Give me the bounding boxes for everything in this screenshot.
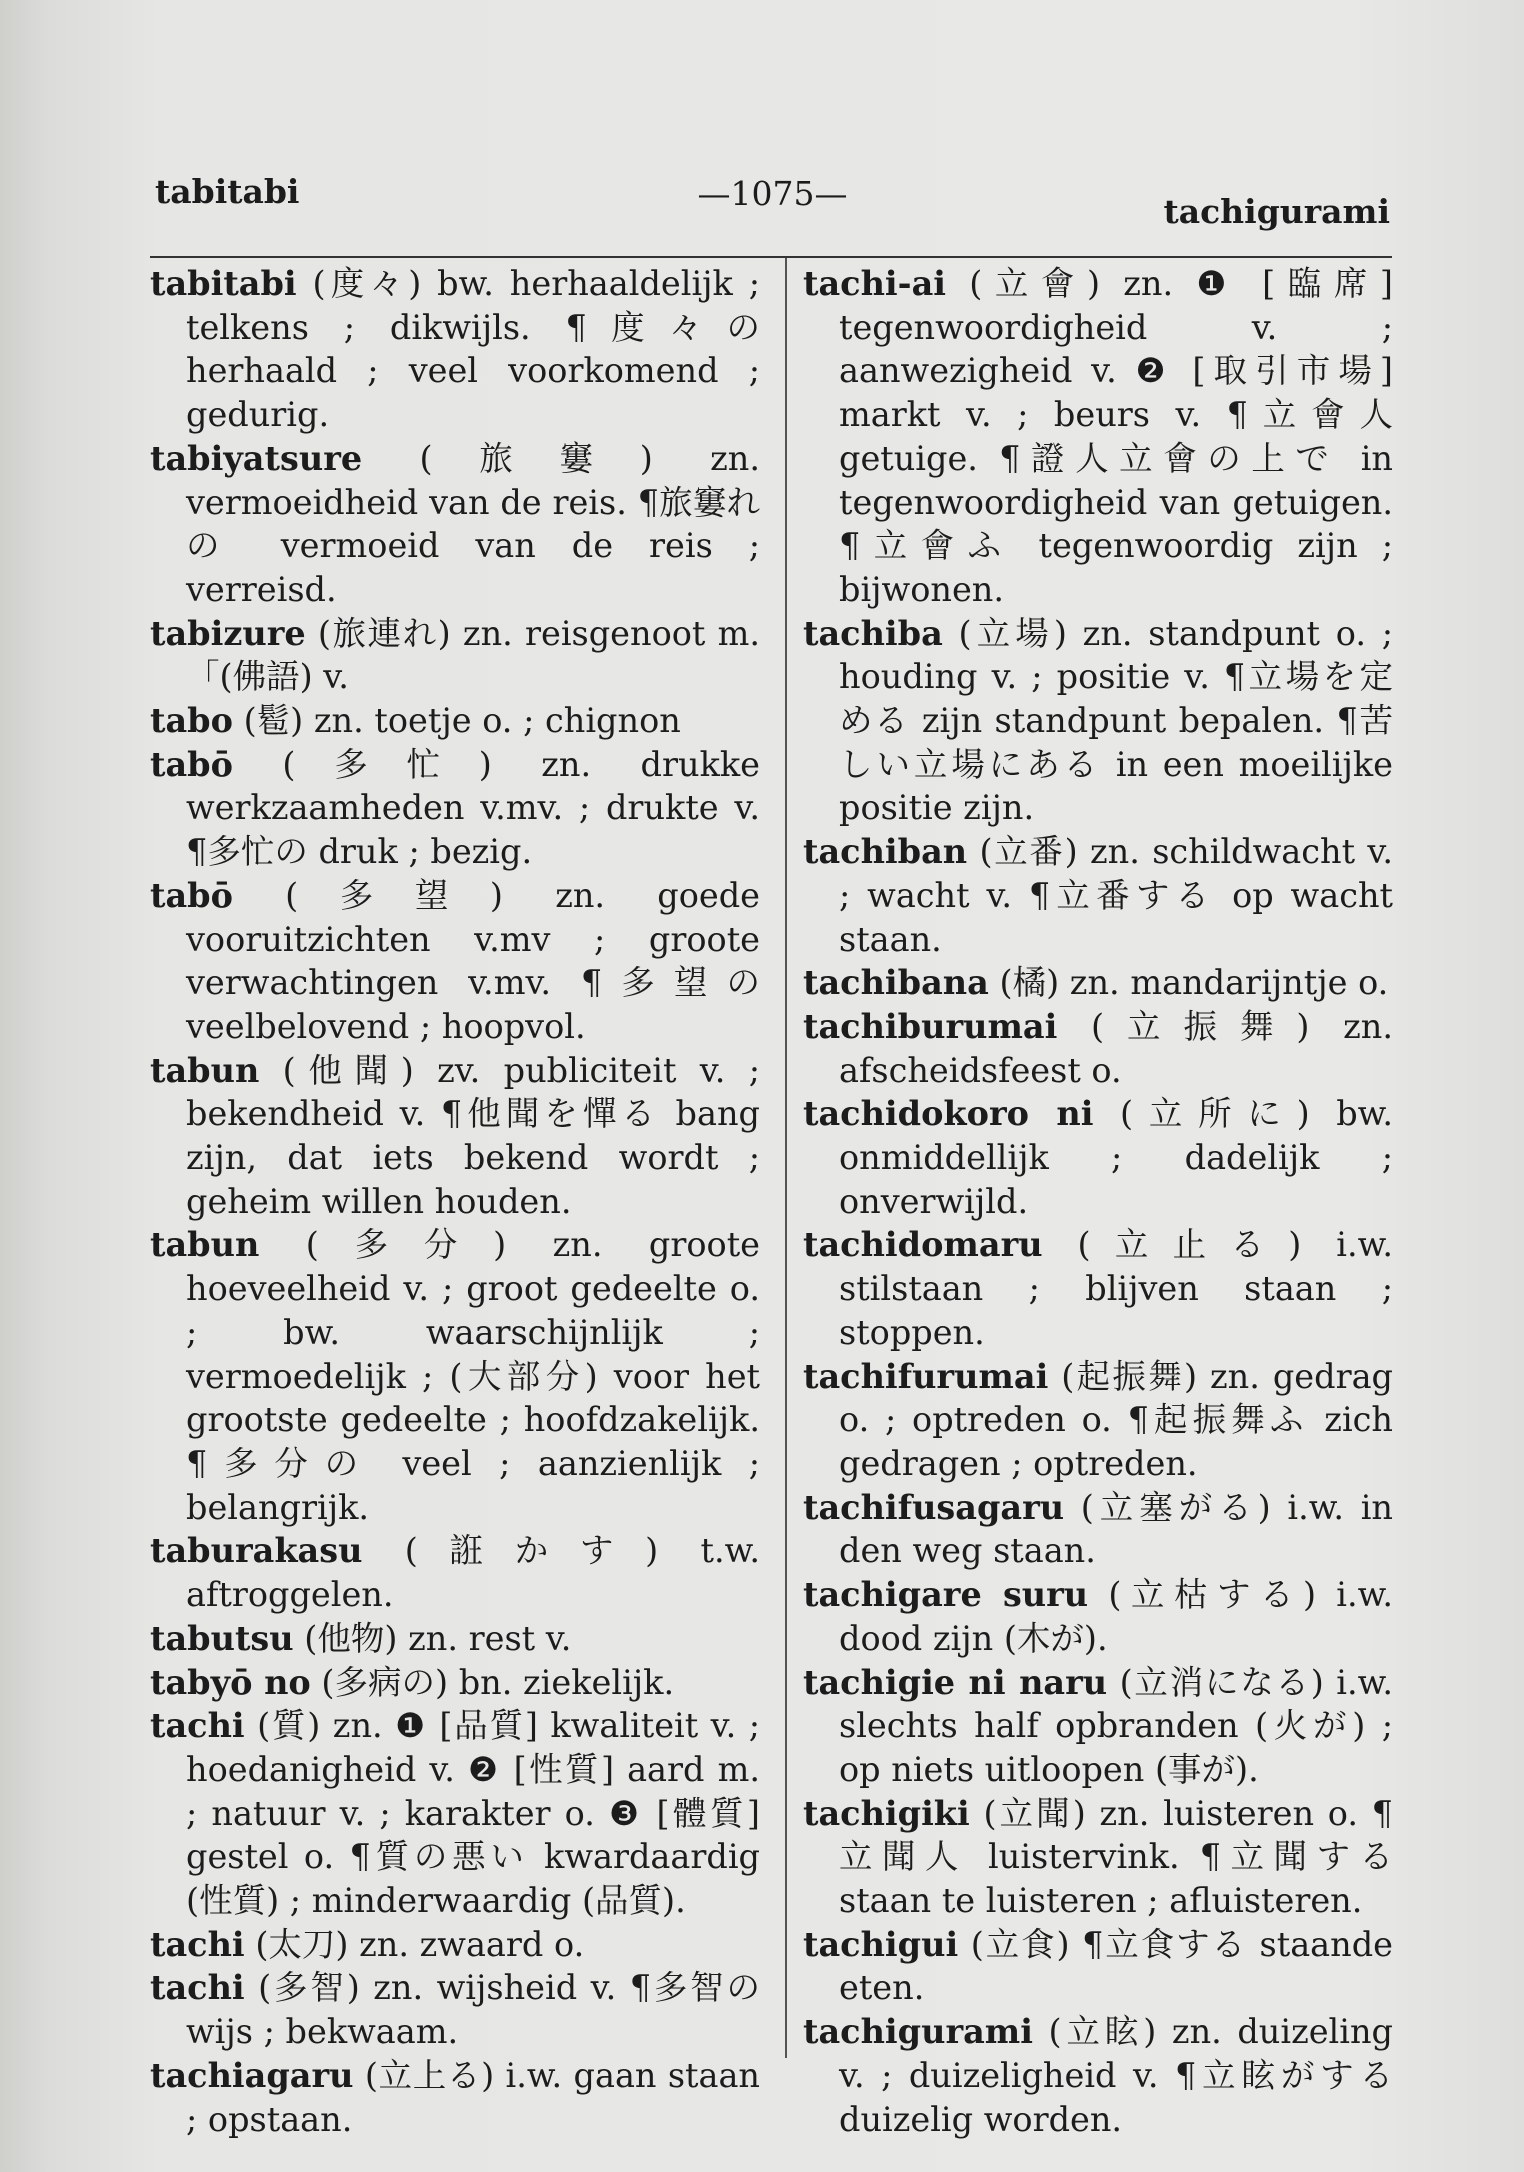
entry-definition: (橘) zn. mandarijntje o. — [988, 963, 1389, 1003]
entry-headword: tabō — [150, 744, 233, 784]
dictionary-entry — [803, 1573, 1393, 1660]
entry-definition: (立聞) zn. luisteren o. ¶立聞人 luistervink. ¶立聞する staan te luisteren ; afluisteren. — [839, 1793, 1393, 1921]
entry-definition: (旅連れ) zn. reisgenoot m. 「(佛語) v. — [186, 613, 760, 697]
entry-headword: tachigui — [803, 1924, 959, 1964]
entry-headword: tachi — [150, 1706, 245, 1746]
entry-definition: (立所に) bw. onmiddellijk ; dadelijk ; onverwijld. — [839, 1094, 1393, 1221]
dictionary-entry — [803, 1005, 1393, 1092]
right-running-head: tachigurami — [1163, 192, 1390, 231]
entry-headword: tachiburumai — [803, 1006, 1058, 1046]
entry-headword: tabō — [150, 875, 233, 915]
entry-definition: (立枯する) i.w. dood zijn (木が). — [839, 1575, 1393, 1658]
dictionary-entry — [150, 1966, 760, 2053]
entry-headword: tabyō no — [150, 1662, 311, 1702]
dictionary-entry — [150, 1049, 760, 1224]
dictionary-entry — [803, 1223, 1393, 1354]
dictionary-entry — [803, 1486, 1393, 1573]
entry-headword: tachiagaru — [150, 2055, 354, 2095]
entry-definition: (多智) zn. wijsheid v. ¶多智の wijs ; bekwaam. — [186, 1968, 760, 2052]
entry-headword: tachigiki — [803, 1793, 970, 1833]
entry-definition: (多望) zn. goede vooruitzichten v.mv ; groote verwachtingen v.mv. ¶多望の veelbelovend ; hoopvol. — [186, 875, 760, 1046]
dictionary-entry — [150, 743, 760, 874]
dictionary-entry — [803, 262, 1393, 612]
entry-definition: (他物) zn. rest v. — [293, 1618, 572, 1658]
entry-definition: (立止る) i.w. stilstaan ; blijven staan ; stoppen. — [839, 1225, 1393, 1352]
dictionary-entry — [150, 1617, 760, 1661]
entry-definition: (誑かす) t.w. aftroggelen. — [186, 1531, 760, 1615]
dictionary-entry — [803, 1661, 1393, 1792]
dictionary-entry — [803, 1923, 1393, 2010]
entry-headword: tachigurami — [803, 2012, 1033, 2052]
dictionary-entry — [150, 1923, 760, 1967]
entry-headword: tachi-ai — [803, 264, 946, 303]
dictionary-entry — [803, 1355, 1393, 1486]
dictionary-entry — [803, 612, 1393, 831]
entry-definition: (立振舞) zn. afscheidsfeest o. — [839, 1006, 1393, 1090]
column-divider — [785, 258, 787, 2058]
header-rule — [150, 256, 1392, 258]
entry-headword: tabizure — [150, 613, 306, 653]
entry-definition: (多病の) bn. ziekelijk. — [310, 1662, 675, 1702]
dictionary-entry — [803, 1092, 1393, 1223]
entry-definition: (旅窶) zn. vermoeidheid van de reis. ¶旅窶れの vermoeid van de reis ; verreisd. — [186, 438, 760, 609]
entry-definition: (多分) zn. groote hoeveelheid v. ; groot gedeelte o. ; bw. waarschijnlijk ; vermoedelijk ; (大部分) voor het grootste gedeelte ; hoofdzakelijk. ¶多分の veel ; aanzienlijk ; belangrijk. — [186, 1225, 760, 1527]
entry-definition: (立消になる) i.w. slechts half opbranden (火が) ; op niets uitloopen (事が). — [839, 1662, 1393, 1789]
dictionary-entry — [150, 1223, 760, 1529]
dictionary-entry — [803, 1792, 1393, 1923]
entry-definition: (髱) zn. toetje o. ; chignon — [232, 701, 681, 741]
dictionary-entry — [150, 1661, 760, 1705]
entry-headword: tachibana — [803, 963, 989, 1003]
page-header — [155, 172, 1390, 231]
dictionary-entry — [150, 437, 760, 612]
entry-definition: (起振舞) zn. gedrag o. ; optreden o. ¶起振舞ふ zich gedragen ; optreden. — [839, 1356, 1393, 1483]
dictionary-entry — [150, 2054, 760, 2141]
dictionary-entry — [803, 2010, 1393, 2141]
entry-definition: (立會) zn. ❶ [臨席] tegenwoordigheid v. ; aanwezigheid v. ❷ [取引市場] markt v. ; beurs v. ¶立會人 getuige. ¶證人立會の上で in tegenwoordigheid van getuigen. ¶立會ふ tegenwoordig zijn ; bijwonen. — [839, 264, 1393, 609]
left-running-head: tabitabi — [155, 172, 300, 211]
entry-headword: tachi — [150, 1924, 245, 1964]
entry-headword: tabun — [150, 1225, 260, 1265]
entry-definition: (立食) ¶立食する staande eten. — [839, 1924, 1393, 2008]
page-number: —1075— — [697, 174, 848, 213]
entry-definition: (質) zn. ❶ [品質] kwaliteit v. ; hoedanigheid v. ❷ [性質] aard m. ; natuur v. ; karakter o. ❸ [體質] gestel o. ¶質の悪い kwardaardig (性質) ; minderwaardig (品質). — [186, 1706, 760, 1921]
dictionary-entry — [150, 612, 760, 699]
entry-definition: (立眩) zn. duizeling v. ; duizeligheid v. ¶立眩がする duizelig worden. — [839, 2012, 1393, 2139]
entry-headword: tachidokoro ni — [803, 1094, 1094, 1134]
entry-headword: taburakasu — [150, 1531, 363, 1571]
entry-definition: (立番) zn. schildwacht v. ; wacht v. ¶立番する op wacht staan. — [839, 832, 1393, 959]
entry-definition: (度々) bw. herhaaldelijk ; telkens ; dikwijls. ¶度々の herhaald ; veel voorkomend ; gedurig. — [186, 264, 760, 435]
entry-definition: (多忙) zn. drukke werkzaamheden v.mv. ; drukte v. ¶多忙の druk ; bezig. — [186, 744, 760, 872]
entry-headword: tachigie ni naru — [803, 1662, 1108, 1702]
entry-headword: tabiyatsure — [150, 438, 363, 478]
dictionary-entry — [150, 874, 760, 1049]
entry-headword: tachifusagaru — [803, 1487, 1065, 1527]
dictionary-entry — [150, 262, 760, 437]
entry-headword: tachigare suru — [803, 1575, 1089, 1615]
entry-headword: tabitabi — [150, 264, 297, 303]
entry-headword: tachi — [150, 1968, 245, 2008]
entry-headword: tachiban — [803, 832, 968, 872]
entry-definition: (太刀) zn. zwaard o. — [244, 1924, 585, 1964]
dictionary-entry — [150, 1704, 760, 1923]
entry-definition: (他聞) zv. publiciteit v. ; bekendheid v. ¶他聞を憚る bang zijn, dat iets bekend wordt ; geheim willen houden. — [186, 1050, 760, 1221]
entry-headword: tabun — [150, 1050, 260, 1090]
entry-definition: (立上る) i.w. gaan staan ; opstaan. — [186, 2055, 760, 2139]
entry-definition: (立塞がる) i.w. in den weg staan. — [839, 1487, 1393, 1571]
left-column — [150, 262, 760, 2141]
dictionary-entry — [803, 830, 1393, 961]
entry-headword: tachiba — [803, 613, 943, 653]
entry-headword: tabutsu — [150, 1618, 294, 1658]
dictionary-entry — [150, 1529, 760, 1616]
entry-headword: tachidomaru — [803, 1225, 1043, 1265]
entry-headword: tabo — [150, 701, 233, 741]
right-column — [803, 262, 1393, 2141]
entry-headword: tachifurumai — [803, 1356, 1049, 1396]
entry-definition: (立場) zn. standpunt o. ; houding v. ; positie v. ¶立場を定める zijn standpunt bepalen. ¶苦しい立場にある in een moeilijke positie zijn. — [839, 613, 1393, 828]
dictionary-entry — [803, 961, 1393, 1005]
dictionary-entry — [150, 699, 760, 743]
